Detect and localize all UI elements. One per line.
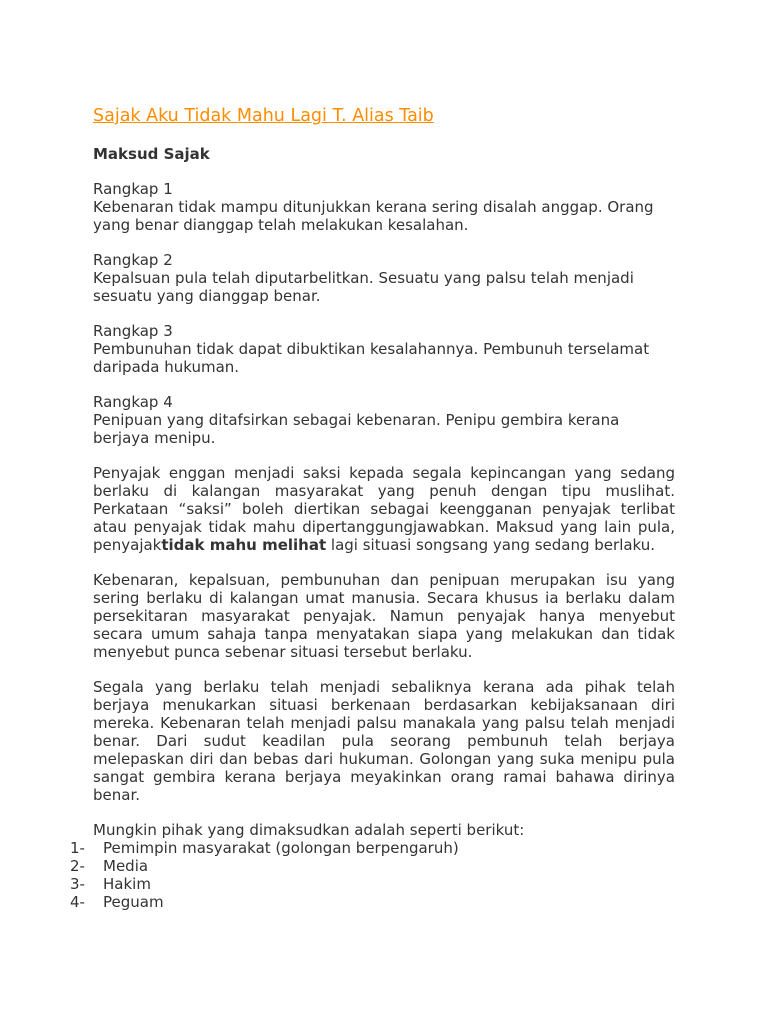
list-item: [70, 839, 652, 857]
list-item: [70, 875, 652, 893]
list-intro: Mungkin pihak yang dimaksudkan adalah seperti berikut:: [93, 821, 525, 839]
document-title[interactable]: Sajak Aku Tidak Mahu Lagi T. Alias Taib: [93, 106, 434, 126]
stanza-label: Rangkap 4: [93, 393, 173, 411]
stanza-3: [93, 322, 675, 376]
paragraph-isu: Kebenaran, kepalsuan, pembunuhan dan penipuan merupakan isu yang sering berlaku di kalangan umat manusia. Secara khusus ia berlaku dalam persekitaran masyarakat penyajak. Namun penyajak hanya menyebut secara umum sahaja tanpa menyatakan siapa yang melakukan dan tidak menyebut punca sebenar situasi tersebut berlaku.: [93, 571, 675, 661]
section-heading: Maksud Sajak: [93, 145, 210, 163]
stanza-label: Rangkap 1: [93, 180, 173, 198]
list-text: Pemimpin masyarakat (golongan berpengaruh): [103, 839, 459, 857]
stanza-text: Pembunuhan tidak dapat dibuktikan kesalahannya. Pembunuh terselamat daripada hukuman.: [93, 340, 650, 376]
list-number: 4-: [70, 893, 85, 911]
bold-phrase: tidak mahu melihat: [161, 536, 327, 554]
stanza-1: [93, 180, 675, 234]
stanza-label: Rangkap 2: [93, 251, 173, 269]
numbered-list: [70, 839, 652, 911]
paragraph-sebaliknya: Segala yang berlaku telah menjadi sebaliknya kerana ada pihak telah berjaya menukarkan situasi berkenaan berdasarkan kebijaksanaan diri mereka. Kebenaran telah menjadi palsu manakala yang palsu telah menjadi benar. Dari sudut keadilan pula seorang pembunuh telah berjaya melepaskan diri dan bebas dari hukuman. Golongan yang suka menipu pula sangat gembira kerana berjaya meyakinkan orang ramai bahawa dirinya benar.: [93, 678, 675, 804]
stanza-2: [93, 251, 675, 305]
stanza-text: Penipuan yang ditafsirkan sebagai kebenaran. Penipu gembira kerana berjaya menipu.: [93, 411, 620, 447]
paragraph-saksi: [93, 464, 675, 554]
list-number: 2-: [70, 857, 85, 875]
list-item: [70, 857, 652, 875]
stanza-label: Rangkap 3: [93, 322, 173, 340]
stanza-text: Kebenaran tidak mampu ditunjukkan kerana sering disalah anggap. Orang yang benar dianggap telah melakukan kesalahan.: [93, 198, 654, 234]
paragraph-text: lagi situasi songsang yang sedang berlaku.: [326, 536, 656, 554]
list-text: Hakim: [103, 875, 151, 893]
list-text: Media: [103, 857, 149, 875]
stanza-text: Kepalsuan pula telah diputarbelitkan. Sesuatu yang palsu telah menjadi sesuatu yang dianggap benar.: [93, 269, 634, 305]
list-text: Peguam: [103, 893, 164, 911]
list-number: 3-: [70, 875, 85, 893]
document-page: [70, 104, 675, 911]
list-number: 1-: [70, 839, 85, 857]
paragraph-text: Penyajak enggan menjadi saksi kepada segala kepincangan yang sedang berlaku di kalangan masyarakat yang penuh dengan tipu muslihat. Perkataan “saksi” boleh diertikan sebagai keengganan penyajak terlibat atau penyajak tidak mahu dipertanggungjawabkan. Maksud yang lain pula, penyajak: [93, 464, 675, 554]
stanza-4: [93, 393, 675, 447]
list-item: [70, 893, 652, 911]
